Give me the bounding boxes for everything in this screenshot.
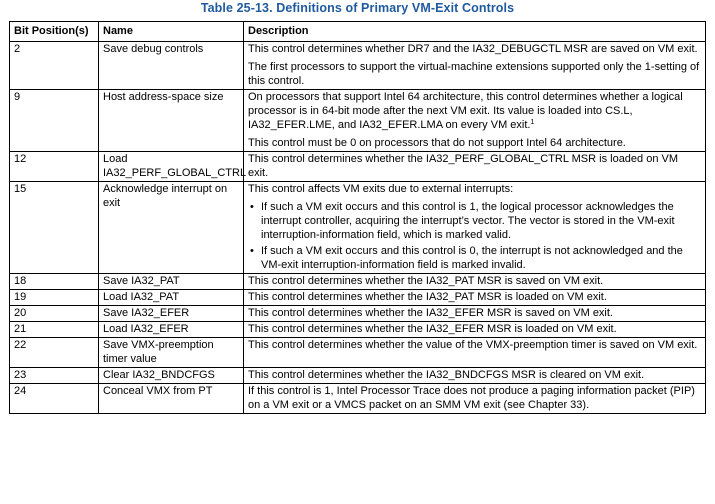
table-row [10, 306, 706, 322]
description-cell [244, 152, 706, 182]
vm-exit-controls-table [9, 21, 706, 414]
footnote-marker: 1 [530, 119, 535, 126]
name-cell: Load IA32_PAT [99, 290, 244, 306]
bit-cell: 23 [10, 368, 99, 384]
description-text: This control determines whether DR7 and the IA32_DEBUGCTL MSR are saved on VM exit. [248, 43, 698, 55]
description-cell [244, 322, 706, 338]
description-text: This control determines whether the IA32_PERF_GLOBAL_CTRL MSR is loaded on VM exit. [248, 153, 679, 179]
name-cell: Acknowledge interrupt on exit [99, 182, 244, 274]
description-cell [244, 290, 706, 306]
bullet-item: • If such a VM exit occurs and this control is 0, the interrupt is not acknowledged and the VM-exit interruption-information field is marked invalid. [248, 244, 701, 272]
table-row [10, 42, 706, 90]
name-cell: Save debug controls [99, 42, 244, 90]
table-title: Table 25-13. Definitions of Primary VM-Exit Controls [200, 1, 515, 15]
description-cell [244, 338, 706, 368]
name-cell: Save IA32_EFER [99, 306, 244, 322]
header-description: Description [244, 22, 706, 42]
description-cell [244, 90, 706, 152]
description-text: This control determines whether the value of the VMX-preemption timer is saved on VM exit. [248, 339, 698, 351]
description-text: This control must be 0 on processors that do not support Intel 64 architecture. [248, 137, 626, 149]
header-name: Name [99, 22, 244, 42]
description-cell [244, 306, 706, 322]
description-cell [244, 274, 706, 290]
table-row [10, 368, 706, 384]
description-text: This control determines whether the IA32_EFER MSR is loaded on VM exit. [248, 323, 617, 335]
description-cell [244, 368, 706, 384]
bit-cell: 12 [10, 152, 99, 182]
description-cell [244, 42, 706, 90]
description-text-span: On processors that support Intel 64 architecture, this control determines whether a logical processor is in 64-bit mode after the next VM exit. Its value is loaded into CS.L, IA32_EFER.LME, and IA32_EFER.LMA on every VM exit. [248, 91, 683, 131]
bit-cell: 2 [10, 42, 99, 90]
table-row [10, 322, 706, 338]
name-cell: Conceal VMX from PT [99, 384, 244, 414]
description-text: This control determines whether the IA32_PAT MSR is loaded on VM exit. [248, 291, 607, 303]
table-row [10, 290, 706, 306]
table-header-row [10, 22, 706, 42]
description-text [248, 90, 701, 132]
table-row [10, 338, 706, 368]
name-cell: Save VMX-preemption timer value [99, 338, 244, 368]
bit-cell: 18 [10, 274, 99, 290]
description-cell [244, 182, 706, 274]
table-row [10, 182, 706, 274]
description-cell [244, 384, 706, 414]
name-cell: Load IA32_PERF_GLOBAL_CTRL [99, 152, 244, 182]
name-cell: Load IA32_EFER [99, 322, 244, 338]
bullet-list [248, 200, 701, 272]
bit-cell: 20 [10, 306, 99, 322]
description-text: The first processors to support the virtual-machine extensions supported only the 1-setting of this control. [248, 61, 700, 87]
bit-cell: 21 [10, 322, 99, 338]
description-text: This control determines whether the IA32_PAT MSR is saved on VM exit. [248, 275, 604, 287]
header-bit-position: Bit Position(s) [10, 22, 99, 42]
description-text: This control affects VM exits due to external interrupts: [248, 183, 514, 195]
bit-cell: 19 [10, 290, 99, 306]
bit-cell: 9 [10, 90, 99, 152]
bit-cell: 15 [10, 182, 99, 274]
description-text: This control determines whether the IA32_BNDCFGS MSR is cleared on VM exit. [248, 369, 645, 381]
description-text: This control determines whether the IA32_EFER MSR is saved on VM exit. [248, 307, 613, 319]
table-row [10, 384, 706, 414]
bullet-item: • If such a VM exit occurs and this control is 1, the logical processor acknowledges the interrupt controller, acquiring the interrupt’s vector. The vector is stored in the VM-exit interruption-information field, which is marked valid. [248, 200, 701, 242]
table-row [10, 152, 706, 182]
bit-cell: 24 [10, 384, 99, 414]
description-text: If this control is 1, Intel Processor Trace does not produce a paging information packet (PIP) on a VM exit or a VMCS packet on an SMM VM exit (see Chapter 33). [248, 385, 695, 411]
table-row [10, 90, 706, 152]
name-cell: Clear IA32_BNDCFGS [99, 368, 244, 384]
name-cell: Host address-space size [99, 90, 244, 152]
table-row [10, 274, 706, 290]
bit-cell: 22 [10, 338, 99, 368]
name-cell: Save IA32_PAT [99, 274, 244, 290]
